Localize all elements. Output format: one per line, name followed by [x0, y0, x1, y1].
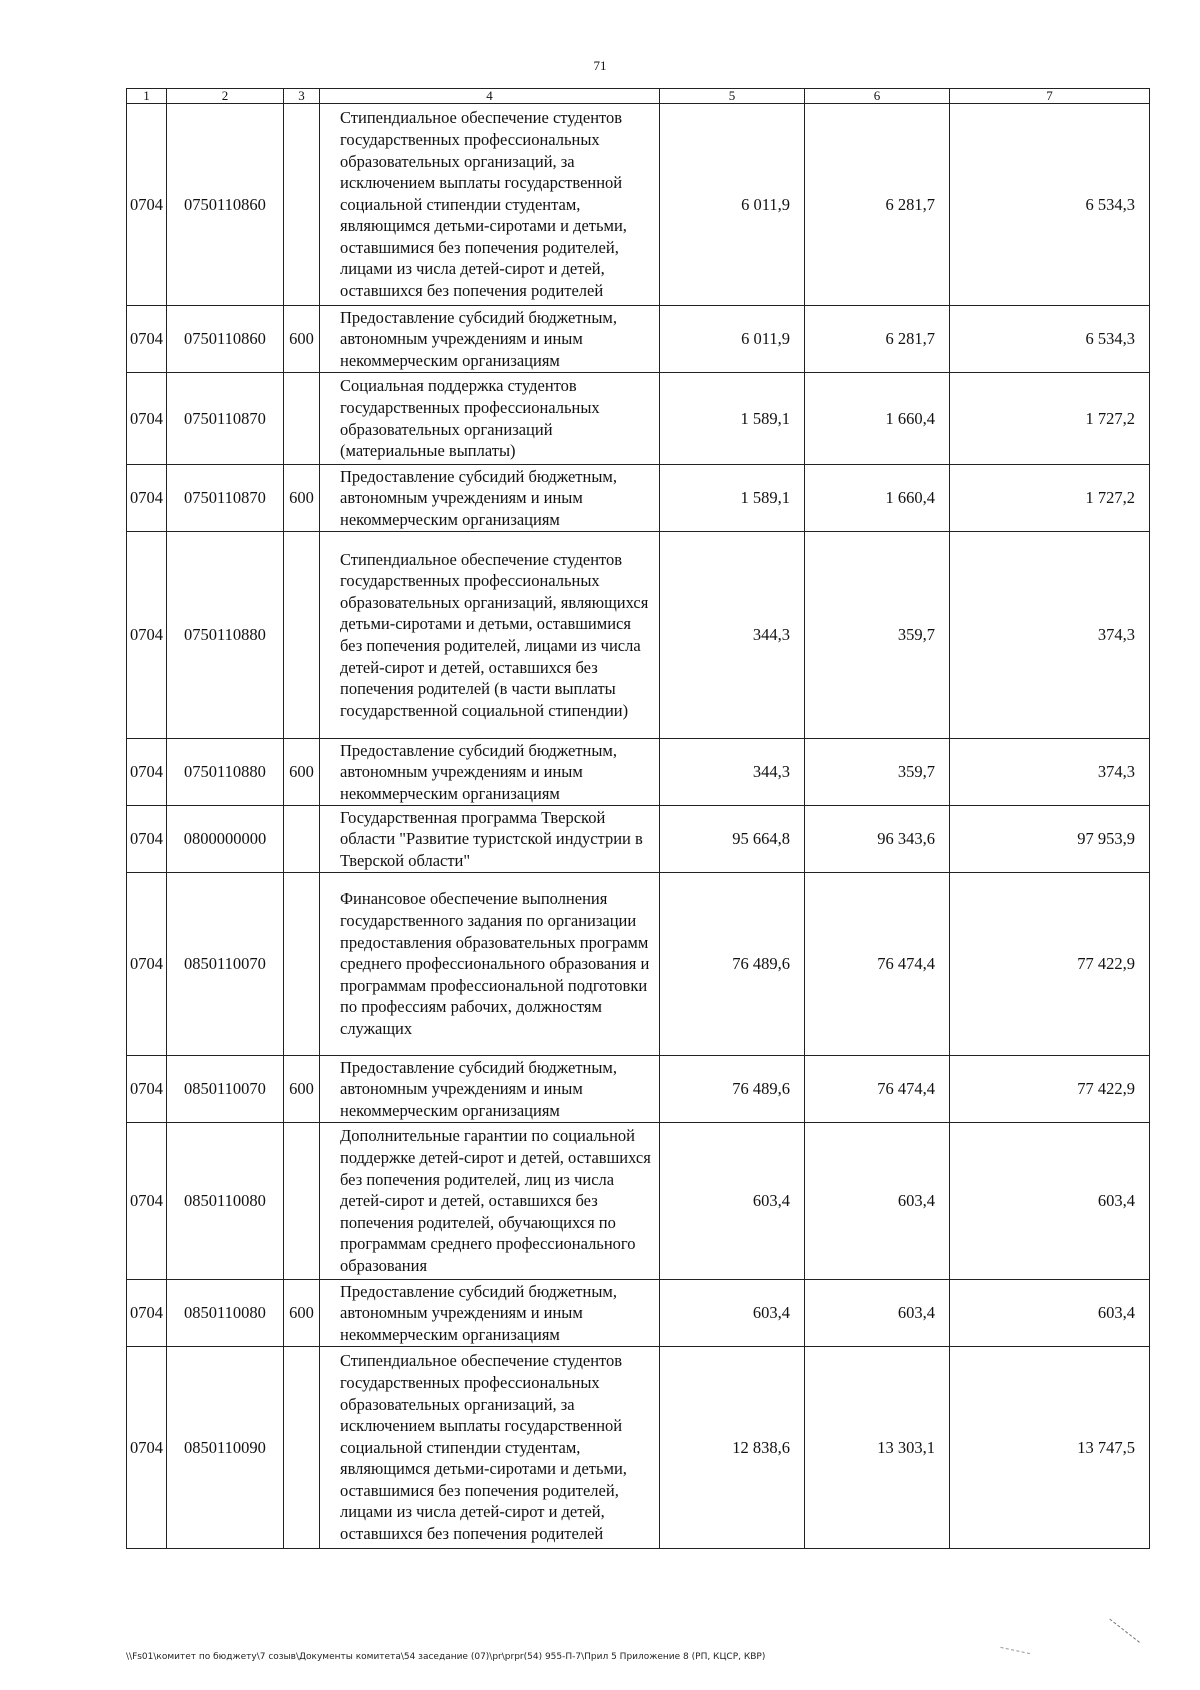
file-path-footer: \\Fs01\комитет по бюджету\7 созыв\Документы комитета\54 заседание (07)\pr\prpr(54) 955-П-7\Прил 5 Приложение 8 (РП, КЦСР, КВР) — [126, 1652, 766, 1662]
amount-year-3: 77 422,9 — [950, 873, 1150, 1056]
table-row — [127, 306, 1150, 373]
amount-year-2: 76 474,4 — [805, 873, 950, 1056]
table-row — [127, 465, 1150, 532]
target-article-code: 0750110870 — [167, 373, 284, 465]
scan-artifact — [1000, 1647, 1030, 1656]
expense-type-code — [284, 532, 320, 739]
expense-type-code: 600 — [284, 1056, 320, 1123]
target-article-code: 0850110070 — [167, 1056, 284, 1123]
expense-type-code: 600 — [284, 1280, 320, 1347]
amount-year-2: 6 281,7 — [805, 104, 950, 306]
target-article-code: 0850110090 — [167, 1347, 284, 1549]
expense-type-code — [284, 1347, 320, 1549]
col-header-5: 5 — [660, 89, 805, 104]
section-code: 0704 — [127, 104, 167, 306]
amount-year-3: 6 534,3 — [950, 104, 1150, 306]
description: Предоставление субсидий бюджетным, автономным учреждениям и иным некоммерческим организациям — [320, 465, 660, 532]
amount-year-1: 6 011,9 — [660, 306, 805, 373]
table-row — [127, 739, 1150, 806]
expense-type-code — [284, 806, 320, 873]
description: Социальная поддержка студентов государственных профессиональных образовательных организаций (материальные выплаты) — [320, 373, 660, 465]
amount-year-2: 359,7 — [805, 739, 950, 806]
section-code: 0704 — [127, 1347, 167, 1549]
col-header-3: 3 — [284, 89, 320, 104]
target-article-code: 0750110860 — [167, 306, 284, 373]
section-code: 0704 — [127, 739, 167, 806]
col-header-1: 1 — [127, 89, 167, 104]
description: Государственная программа Тверской области "Развитие туристской индустрии в Тверской области" — [320, 806, 660, 873]
amount-year-2: 13 303,1 — [805, 1347, 950, 1549]
amount-year-3: 97 953,9 — [950, 806, 1150, 873]
col-header-2: 2 — [167, 89, 284, 104]
section-code: 0704 — [127, 465, 167, 532]
description: Предоставление субсидий бюджетным, автономным учреждениям и иным некоммерческим организациям — [320, 306, 660, 373]
expense-type-code: 600 — [284, 465, 320, 532]
description: Финансовое обеспечение выполнения государственного задания по организации предоставления образовательных программ среднего профессионального образования и программам профессиональной подготовки по профессиям рабочих, должностям служащих — [320, 873, 660, 1056]
col-header-6: 6 — [805, 89, 950, 104]
amount-year-3: 6 534,3 — [950, 306, 1150, 373]
table-row — [127, 1123, 1150, 1280]
amount-year-1: 603,4 — [660, 1280, 805, 1347]
amount-year-2: 6 281,7 — [805, 306, 950, 373]
target-article-code: 0850110080 — [167, 1123, 284, 1280]
expense-type-code — [284, 873, 320, 1056]
description: Дополнительные гарантии по социальной поддержке детей-сирот и детей, оставшихся без попечения родителей, лиц из числа детей-сирот и детей, оставшихся без попечения родителей, обучающихся по программам среднего профессионального образования — [320, 1123, 660, 1280]
target-article-code: 0850110080 — [167, 1280, 284, 1347]
amount-year-2: 603,4 — [805, 1280, 950, 1347]
expense-type-code — [284, 1123, 320, 1280]
table-row — [127, 104, 1150, 306]
target-article-code: 0750110870 — [167, 465, 284, 532]
amount-year-1: 12 838,6 — [660, 1347, 805, 1549]
amount-year-3: 1 727,2 — [950, 465, 1150, 532]
amount-year-1: 1 589,1 — [660, 373, 805, 465]
description: Предоставление субсидий бюджетным, автономным учреждениям и иным некоммерческим организациям — [320, 739, 660, 806]
amount-year-2: 1 660,4 — [805, 465, 950, 532]
amount-year-3: 77 422,9 — [950, 1056, 1150, 1123]
amount-year-2: 1 660,4 — [805, 373, 950, 465]
target-article-code: 0800000000 — [167, 806, 284, 873]
amount-year-1: 344,3 — [660, 739, 805, 806]
section-code: 0704 — [127, 532, 167, 739]
target-article-code: 0750110880 — [167, 532, 284, 739]
target-article-code: 0850110070 — [167, 873, 284, 1056]
section-code: 0704 — [127, 1056, 167, 1123]
table-row — [127, 873, 1150, 1056]
table-row — [127, 1056, 1150, 1123]
expense-type-code: 600 — [284, 306, 320, 373]
amount-year-2: 96 343,6 — [805, 806, 950, 873]
amount-year-1: 76 489,6 — [660, 873, 805, 1056]
description: Стипендиальное обеспечение студентов государственных профессиональных образовательных организаций, являющихся детьми-сиротами и детьми, оставшимися без попечения родителей, лицами из числа детей-сирот и детей, оставшихся без попечения родителей (в части выплаты государственной социальной стипендии) — [320, 532, 660, 739]
amount-year-3: 1 727,2 — [950, 373, 1150, 465]
section-code: 0704 — [127, 306, 167, 373]
scan-artifact — [1108, 1619, 1140, 1645]
amount-year-1: 76 489,6 — [660, 1056, 805, 1123]
amount-year-3: 603,4 — [950, 1123, 1150, 1280]
amount-year-2: 76 474,4 — [805, 1056, 950, 1123]
description: Стипендиальное обеспечение студентов государственных профессиональных образовательных организаций, за исключением выплаты государственной социальной стипендии студентам, являющимся детьми-сиротами и детьми, оставшимися без попечения родителей, лицами из числа детей-сирот и детей, оставшихся без попечения родителей — [320, 104, 660, 306]
description: Стипендиальное обеспечение студентов государственных профессиональных образовательных организаций, за исключением выплаты государственной социальной стипендии студентам, являющимся детьми-сиротами и детьми, оставшимися без попечения родителей, лицами из числа детей-сирот и детей, оставшихся без попечения родителей — [320, 1347, 660, 1549]
amount-year-1: 6 011,9 — [660, 104, 805, 306]
amount-year-2: 359,7 — [805, 532, 950, 739]
table-row — [127, 806, 1150, 873]
amount-year-1: 95 664,8 — [660, 806, 805, 873]
target-article-code: 0750110860 — [167, 104, 284, 306]
table-row — [127, 532, 1150, 739]
table-row — [127, 1347, 1150, 1549]
table-row — [127, 1280, 1150, 1347]
amount-year-3: 374,3 — [950, 739, 1150, 806]
section-code: 0704 — [127, 373, 167, 465]
description: Предоставление субсидий бюджетным, автономным учреждениям и иным некоммерческим организациям — [320, 1280, 660, 1347]
section-code: 0704 — [127, 1123, 167, 1280]
amount-year-3: 13 747,5 — [950, 1347, 1150, 1549]
amount-year-1: 603,4 — [660, 1123, 805, 1280]
section-code: 0704 — [127, 873, 167, 1056]
table-header-row — [127, 89, 1150, 104]
section-code: 0704 — [127, 1280, 167, 1347]
target-article-code: 0750110880 — [167, 739, 284, 806]
amount-year-3: 603,4 — [950, 1280, 1150, 1347]
amount-year-1: 1 589,1 — [660, 465, 805, 532]
amount-year-2: 603,4 — [805, 1123, 950, 1280]
col-header-4: 4 — [320, 89, 660, 104]
col-header-7: 7 — [950, 89, 1150, 104]
amount-year-3: 374,3 — [950, 532, 1150, 739]
table-row — [127, 373, 1150, 465]
budget-table — [126, 88, 1150, 1549]
expense-type-code: 600 — [284, 739, 320, 806]
section-code: 0704 — [127, 806, 167, 873]
expense-type-code — [284, 104, 320, 306]
expense-type-code — [284, 373, 320, 465]
page-number: 71 — [593, 58, 607, 73]
amount-year-1: 344,3 — [660, 532, 805, 739]
description: Предоставление субсидий бюджетным, автономным учреждениям и иным некоммерческим организациям — [320, 1056, 660, 1123]
